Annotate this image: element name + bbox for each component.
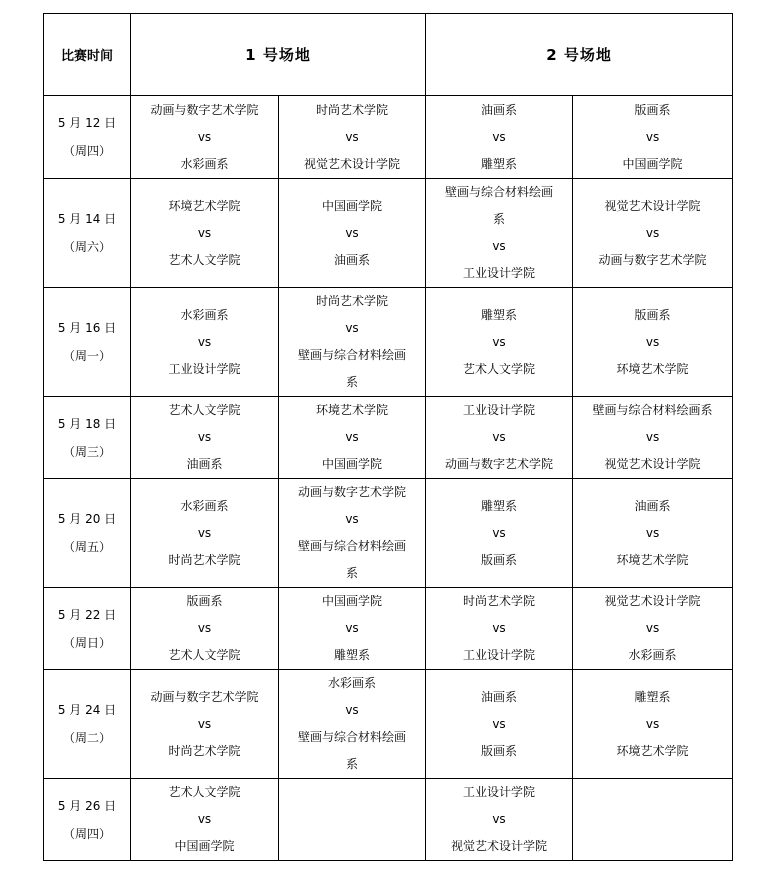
header-row [44, 14, 733, 96]
versus-label: vs [645, 716, 660, 731]
team-b-name: 油画系 [186, 457, 223, 471]
match-cell [573, 670, 733, 779]
versus-label: vs [197, 716, 212, 731]
match-cell [426, 397, 573, 479]
schedule-row [44, 179, 733, 288]
team-b-name: 雕塑系 [334, 648, 371, 662]
match-date: 5 月 16 日 [57, 321, 117, 335]
versus-label: vs [492, 716, 506, 731]
match-date-cell [44, 670, 131, 779]
team-b-name: 系 [346, 375, 359, 389]
team-b-name: 水彩画系 [180, 156, 229, 171]
team-b-name: 环境艺术学院 [616, 552, 689, 567]
versus-label: vs [345, 703, 359, 717]
date-column-header: 比赛时间 [44, 14, 131, 96]
match-cell [131, 288, 279, 397]
schedule-body [44, 96, 733, 861]
match-cell [573, 96, 733, 179]
match-cell [279, 479, 426, 588]
versus-label: vs [197, 812, 212, 826]
team-a-name: 壁画与综合材料绘画系 [592, 403, 713, 417]
match-date-cell [44, 479, 131, 588]
versus-label: vs [492, 812, 506, 826]
match-cell [426, 479, 573, 588]
schedule-row [44, 779, 733, 861]
versus-label: vs [197, 334, 212, 349]
team-a-name: 环境艺术学院 [168, 198, 241, 213]
match-cell [131, 179, 279, 288]
versus-label: vs [645, 621, 660, 635]
match-cell [573, 479, 733, 588]
match-date: 5 月 26 日 [57, 798, 117, 813]
match-cell [131, 397, 279, 479]
versus-label: vs [197, 525, 212, 540]
team-a-name: 版画系 [186, 594, 223, 608]
versus-label: vs [197, 621, 212, 635]
match-cell [426, 179, 573, 288]
versus-label: vs [345, 512, 359, 526]
match-weekday: （周六） [62, 240, 111, 254]
team-b-name: 雕塑系 [481, 156, 518, 171]
versus-label: vs [197, 225, 212, 240]
versus-label: vs [345, 225, 359, 240]
match-cell [426, 670, 573, 779]
team-a-name: 视觉艺术设计学院 [604, 594, 701, 608]
versus-label: vs [197, 129, 212, 144]
team-a-name: 动画与数字艺术学院 [150, 102, 259, 117]
match-weekday: （周五） [62, 540, 111, 554]
schedule-row [44, 479, 733, 588]
match-date: 5 月 20 日 [57, 512, 117, 526]
schedule-row [44, 670, 733, 779]
team-a-name: 动画与数字艺术学院 [150, 689, 259, 704]
team-b-name: 中国画学院 [174, 839, 235, 853]
match-date-cell [44, 179, 131, 288]
versus-label: vs [345, 129, 359, 144]
team-a-name: 动画与数字艺术学院 [298, 485, 407, 499]
match-cell [573, 588, 733, 670]
match-cell [131, 588, 279, 670]
team-b-name: 艺术人文学院 [168, 252, 241, 267]
match-weekday: （周三） [62, 444, 111, 459]
match-cell [426, 288, 573, 397]
team-a-name: 时尚艺术学院 [316, 102, 389, 117]
match-date-cell [44, 588, 131, 670]
team-b-name: 版画系 [481, 743, 518, 758]
match-cell [426, 588, 573, 670]
match-cell [279, 179, 426, 288]
match-weekday: （周日） [62, 635, 111, 650]
team-b-name: 视觉艺术设计学院 [451, 839, 548, 853]
team-a-name: 时尚艺术学院 [463, 594, 536, 608]
match-cell [131, 96, 279, 179]
versus-label: vs [492, 239, 506, 253]
match-cell [573, 397, 733, 479]
versus-label: vs [645, 430, 660, 444]
team-b-name: 动画与数字艺术学院 [598, 252, 707, 267]
team-b-name: 系 [346, 566, 359, 580]
team-b-name: 视觉艺术设计学院 [604, 457, 701, 471]
team-b-name: 系 [346, 757, 359, 771]
team-b-name: 中国画学院 [622, 156, 683, 171]
match-date: 5 月 24 日 [57, 703, 117, 717]
team-a-name: 艺术人文学院 [168, 403, 241, 417]
team-b-name: 艺术人文学院 [463, 361, 536, 376]
versus-label: vs [645, 129, 660, 144]
match-cell [131, 779, 279, 861]
match-cell [426, 96, 573, 179]
versus-label: vs [492, 621, 506, 635]
team-a-name: 视觉艺术设计学院 [604, 198, 701, 213]
team-b-name: 壁画与综合材料绘画 [298, 539, 407, 553]
team-b-name: 艺术人文学院 [168, 648, 241, 662]
schedule-row [44, 397, 733, 479]
match-cell [131, 670, 279, 779]
match-cell [279, 588, 426, 670]
schedule-row [44, 588, 733, 670]
match-date: 5 月 18 日 [57, 416, 117, 431]
versus-label: vs [492, 334, 506, 349]
match-date-cell [44, 96, 131, 179]
team-a-name: 水彩画系 [180, 498, 229, 513]
team-b-name: 水彩画系 [628, 648, 677, 662]
team-a-name: 工业设计学院 [463, 785, 536, 799]
match-weekday: （周四） [62, 826, 111, 841]
match-cell [426, 779, 573, 861]
team-a-name: 系 [493, 212, 506, 226]
versus-label: vs [197, 430, 212, 444]
team-a-name: 雕塑系 [481, 307, 518, 322]
match-weekday: （周一） [62, 349, 111, 363]
match-cell [279, 288, 426, 397]
versus-label: vs [645, 225, 660, 240]
match-date: 5 月 14 日 [57, 212, 117, 226]
match-cell [279, 96, 426, 179]
team-b-name: 视觉艺术设计学院 [304, 156, 401, 171]
match-weekday: （周二） [62, 731, 111, 745]
match-weekday: （周四） [62, 144, 111, 158]
team-b-name: 壁画与综合材料绘画 [298, 348, 407, 362]
team-a-name: 工业设计学院 [463, 403, 536, 417]
match-cell [279, 670, 426, 779]
team-a-name: 壁画与综合材料绘画 [445, 185, 554, 199]
empty-match-cell [279, 779, 426, 861]
team-b-name: 油画系 [334, 252, 371, 267]
match-cell [573, 288, 733, 397]
team-b-name: 中国画学院 [322, 457, 383, 471]
team-a-name: 雕塑系 [634, 689, 671, 704]
team-a-name: 水彩画系 [180, 307, 229, 322]
team-b-name: 工业设计学院 [463, 266, 536, 280]
match-date: 5 月 22 日 [57, 607, 117, 622]
schedule-row [44, 288, 733, 397]
match-date-cell [44, 397, 131, 479]
match-date: 5 月 12 日 [57, 116, 117, 130]
team-a-name: 油画系 [481, 102, 518, 117]
match-date-cell [44, 288, 131, 397]
team-b-name: 时尚艺术学院 [168, 743, 241, 758]
venue-1-header: 1 号场地 [131, 14, 426, 96]
team-b-name: 环境艺术学院 [616, 361, 689, 376]
empty-match-cell [573, 779, 733, 861]
versus-label: vs [345, 321, 359, 335]
team-a-name: 时尚艺术学院 [316, 294, 389, 308]
team-b-name: 工业设计学院 [168, 361, 241, 376]
versus-label: vs [492, 525, 506, 540]
team-a-name: 环境艺术学院 [316, 403, 389, 417]
team-b-name: 动画与数字艺术学院 [445, 457, 554, 471]
team-a-name: 中国画学院 [322, 594, 383, 608]
schedule-table [43, 13, 733, 861]
team-a-name: 版画系 [634, 102, 671, 117]
team-a-name: 艺术人文学院 [168, 785, 241, 799]
team-b-name: 工业设计学院 [463, 648, 536, 662]
versus-label: vs [645, 525, 660, 540]
venue-2-header: 2 号场地 [426, 14, 733, 96]
match-cell [573, 179, 733, 288]
team-a-name: 中国画学院 [322, 198, 383, 213]
team-a-name: 版画系 [634, 307, 671, 322]
team-b-name: 时尚艺术学院 [168, 552, 241, 567]
versus-label: vs [645, 334, 660, 349]
match-date-cell [44, 779, 131, 861]
team-a-name: 雕塑系 [481, 498, 518, 513]
team-a-name: 油画系 [481, 689, 518, 704]
versus-label: vs [345, 430, 359, 444]
versus-label: vs [492, 430, 506, 444]
team-b-name: 环境艺术学院 [616, 743, 689, 758]
team-a-name: 油画系 [634, 498, 671, 513]
team-b-name: 版画系 [481, 552, 518, 567]
match-cell [279, 397, 426, 479]
match-cell [131, 479, 279, 588]
versus-label: vs [492, 129, 506, 144]
versus-label: vs [345, 621, 359, 635]
schedule-row [44, 96, 733, 179]
team-b-name: 壁画与综合材料绘画 [298, 730, 407, 744]
team-a-name: 水彩画系 [328, 676, 377, 690]
